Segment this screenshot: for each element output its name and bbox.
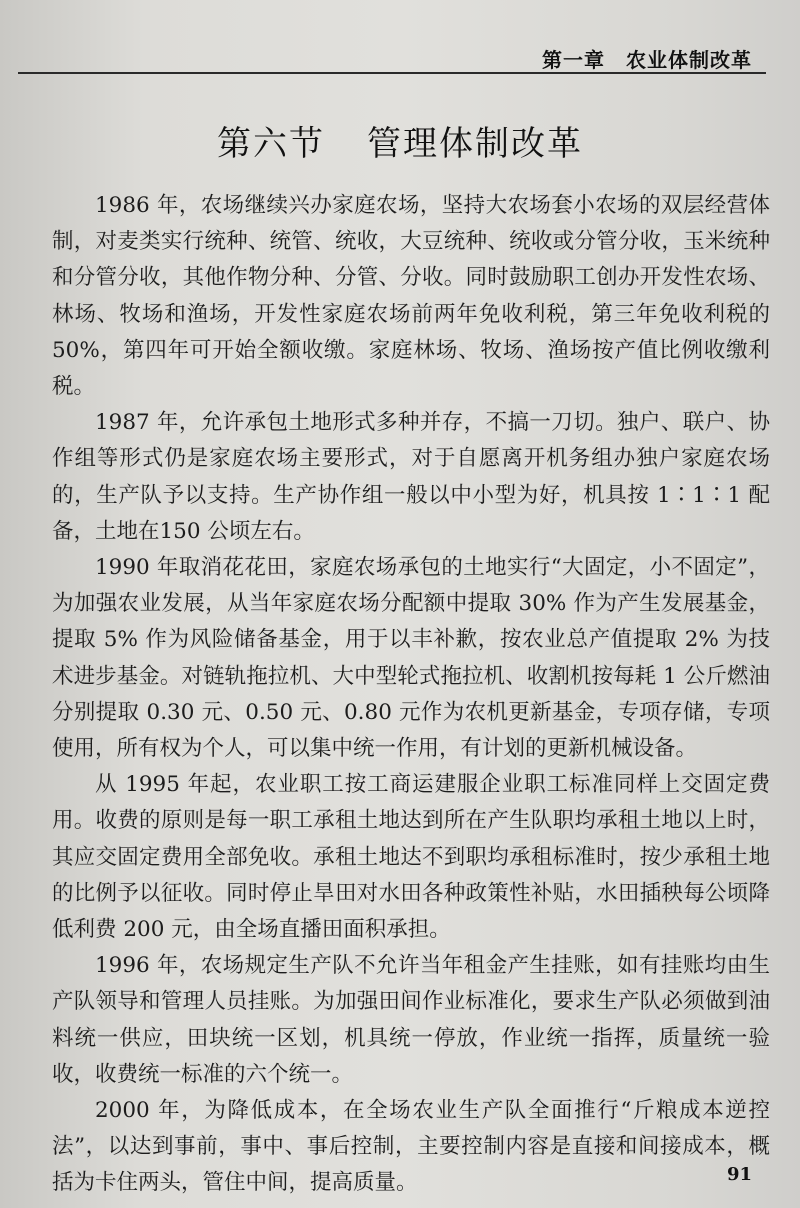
section-name: 管理体制改革 [367,124,583,164]
paragraph-1986: 1986 年，农场继续兴办家庭农场，坚持大农场套小农场的双层经营体制，对麦类实行统种、统管、统收，大豆统种、统收或分管分收，玉米统种和分管分收，其他作物分种、分管、分收。同时鼓励职工创办开发性农场、林场、牧场和渔场，开发性家庭农场前两年免收利税，第三年免收利税的 50%，第四年可开始全额收缴。家庭林场、牧场、渔场按产值比例收缴利税。 [52,193,770,400]
header-rule [18,72,766,74]
section-number: 第六节 [217,124,325,164]
running-header: 第一章 农业体制改革 [542,48,752,72]
page-number: 91 [726,1164,752,1185]
paragraph-1996: 1996 年，农场规定生产队不允许当年租金产生挂账，如有挂账均由生产队领导和管理人员挂账。为加强田间作业标准化，要求生产队必须做到油料统一供应，田块统一区划，机具统一停放，作业统一指挥，质量统一验收，收费统一标准的六个统一。 [52,953,770,1087]
paragraph-1990: 1990 年取消花花田，家庭农场承包的土地实行“大固定，小不固定”，为加强农业发展，从当年家庭农场分配额中提取 30% 作为产生发展基金，提取 5% 作为风险储备基金，用于以丰补歉，按农业总产值提取 2% 为技术进步基金。对链轨拖拉机、大中型轮式拖拉机、收割机按每耗 1 公斤燃油分别提取 0.30 元、0.50 元、0.80 元作为农机更新基金，专项存储，专项使用，所有权为个人，可以集中统一作用，有计划的更新机械设备。 [52,555,770,762]
paragraph-1987: 1987 年，允许承包土地形式多种并存，不搞一刀切。独户、联户、协作组等形式仍是家庭农场主要形式，对于自愿离开机务组办独户家庭农场的，生产队予以支持。生产协作组一般以中小型为好，机具按 1∶1∶1 配备，土地在150 公顷左右。 [52,410,770,544]
paragraph-2000: 2000 年，为降低成本，在全场农业生产队全面推行“斤粮成本逆控法”，以达到事前，事中、事后控制，主要控制内容是直接和间接成本，概括为卡住两头，管住中间，提高质量。 [52,1098,770,1196]
paragraph-1995: 从 1995 年起，农业职工按工商运建服企业职工标准同样上交固定费用。收费的原则是每一职工承租土地达到所在产生队职均承租土地以上时，其应交固定费用全部免收。承租土地达不到职均承租标准时，按少承租土地的比例予以征收。同时停止旱田对水田各种政策性补贴，水田插秧每公顷降低利费 200 元，由全场直播田面积承担。 [52,772,770,943]
section-title [0,116,800,165]
body-text [52,188,770,1202]
